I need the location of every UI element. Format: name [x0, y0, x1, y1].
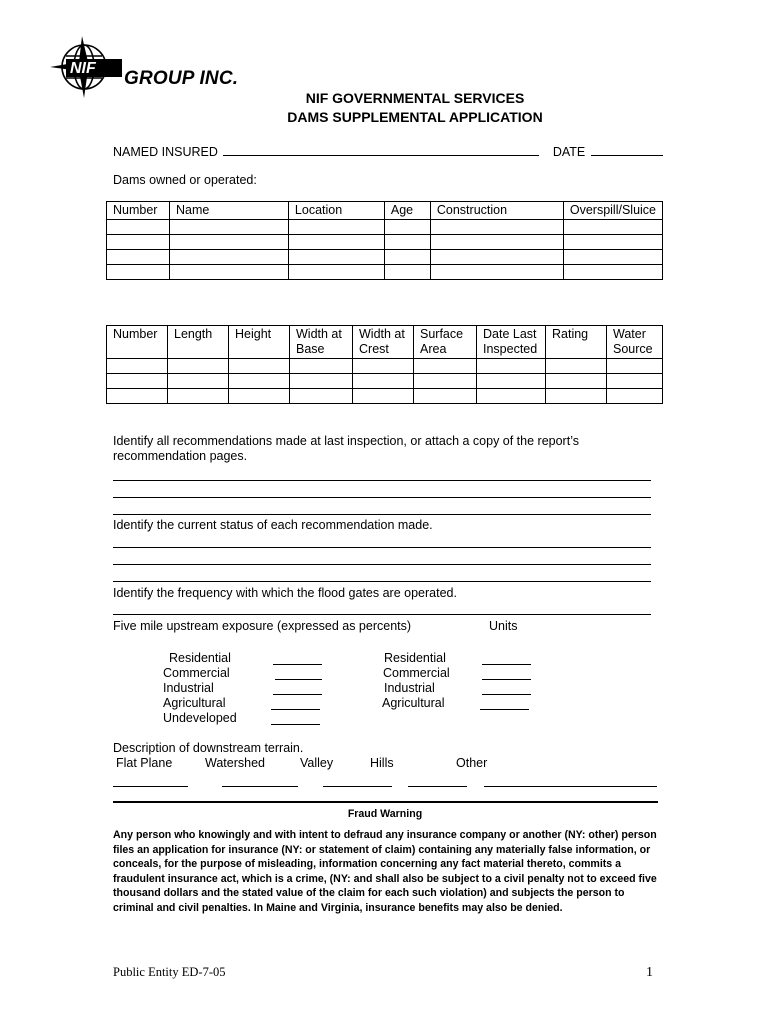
upstream-left-field[interactable]	[275, 679, 322, 680]
table1-header: Age	[384, 202, 430, 220]
upstream-right-label: Residential	[384, 651, 446, 665]
upstream-right-field[interactable]	[482, 679, 531, 680]
dam-details-table	[106, 325, 663, 404]
table2-header: Length	[168, 326, 229, 359]
answer-line[interactable]	[113, 581, 651, 582]
dams-owned-label: Dams owned or operated:	[113, 173, 257, 187]
fraud-warning-title: Fraud Warning	[347, 808, 423, 820]
answer-line[interactable]	[113, 514, 651, 515]
recommendations-question: Identify all recommendations made at last inspection, or attach a copy of the report’s recommendation pages.	[113, 434, 579, 463]
logo-mark-text: NIF	[70, 60, 96, 77]
table1-header: Location	[288, 202, 384, 220]
page-number: 1	[646, 965, 653, 980]
table2-header: Water Source	[607, 326, 663, 359]
upstream-right-field[interactable]	[480, 709, 529, 710]
upstream-right-field[interactable]	[482, 664, 531, 665]
fraud-warning-body: Any person who knowingly and with intent to defraud any insurance company or another (NY: other) person files an application for insurance (NY: or statement of claim) containing any materially false information, or conceals, for the purpose of misleading, information concerning any fact material thereto, commits a fraudulent insurance act, which is a crime, (NY: and shall also be subject to a civil penalty not to exceed five thousand dollars and the stated value of the claim for each such violation) and subjects the person to criminal and civil penalties. In Maine and Virginia, insurance benefits may also be denied.	[113, 829, 657, 914]
downstream-field[interactable]	[323, 786, 392, 787]
table2-header: Number	[107, 326, 168, 359]
upstream-left-label: Agricultural	[163, 696, 226, 710]
upstream-left-label: Commercial	[163, 666, 230, 680]
table1-header: Name	[169, 202, 288, 220]
answer-line[interactable]	[113, 497, 651, 498]
table-row[interactable]	[107, 220, 663, 235]
downstream-field[interactable]	[484, 786, 657, 787]
upstream-left-label: Residential	[169, 651, 231, 665]
table-row[interactable]	[107, 389, 663, 404]
table1-header: Overspill/Sluice	[563, 202, 662, 220]
downstream-option: Valley	[300, 756, 334, 770]
named-insured-label: NAMED INSURED	[113, 145, 218, 159]
answer-line[interactable]	[113, 614, 651, 615]
table-row[interactable]	[107, 374, 663, 389]
upstream-right-label: Commercial	[383, 666, 450, 680]
named-insured-row	[113, 143, 663, 159]
downstream-option: Other	[456, 756, 488, 770]
form-id: Public Entity ED-7-05	[113, 965, 226, 979]
named-insured-field[interactable]	[223, 143, 539, 156]
page-title-line2: DAMS SUPPLEMENTAL APPLICATION	[287, 109, 543, 125]
upstream-left-label: Industrial	[163, 681, 214, 695]
date-label: DATE	[552, 145, 586, 159]
table1-header: Number	[107, 202, 170, 220]
table-row[interactable]	[107, 235, 663, 250]
upstream-left-field[interactable]	[273, 664, 322, 665]
upstream-left-label: Undeveloped	[163, 711, 237, 725]
upstream-right-field[interactable]	[482, 694, 531, 695]
table2-header: Rating	[546, 326, 607, 359]
company-name: GROUP INC.	[124, 68, 239, 89]
table1-header: Construction	[430, 202, 563, 220]
downstream-label: Description of downstream terrain.	[113, 741, 304, 755]
dams-table	[106, 201, 663, 280]
upstream-right-label: Industrial	[384, 681, 435, 695]
status-question: Identify the current status of each recommendation made.	[113, 518, 433, 532]
answer-line[interactable]	[113, 564, 651, 565]
table2-header: Surface Area	[414, 326, 477, 359]
table2-header: Width at Crest	[353, 326, 414, 359]
table2-header: Width at Base	[290, 326, 353, 359]
downstream-field[interactable]	[222, 786, 298, 787]
date-field[interactable]	[591, 143, 663, 156]
upstream-label: Five mile upstream exposure (expressed as percents)	[113, 619, 412, 633]
downstream-field[interactable]	[113, 786, 188, 787]
units-label: Units	[489, 619, 518, 633]
upstream-right-label: Agricultural	[382, 696, 445, 710]
table-row[interactable]	[107, 265, 663, 280]
table2-header: Date Last Inspected	[477, 326, 546, 359]
table-row[interactable]	[107, 250, 663, 265]
flood-gates-question: Identify the frequency with which the flood gates are operated.	[113, 586, 457, 600]
downstream-option: Watershed	[205, 756, 265, 770]
table-row[interactable]	[107, 359, 663, 374]
table2-header: Height	[229, 326, 290, 359]
downstream-option: Flat Plane	[116, 756, 173, 770]
answer-line[interactable]	[113, 480, 651, 481]
downstream-field[interactable]	[408, 786, 467, 787]
page-title-line1: NIF GOVERNMENTAL SERVICES	[305, 90, 525, 106]
answer-line[interactable]	[113, 547, 651, 548]
upstream-left-field[interactable]	[271, 724, 320, 725]
divider	[113, 801, 658, 803]
downstream-option: Hills	[370, 756, 394, 770]
upstream-left-field[interactable]	[271, 709, 320, 710]
upstream-left-field[interactable]	[273, 694, 322, 695]
